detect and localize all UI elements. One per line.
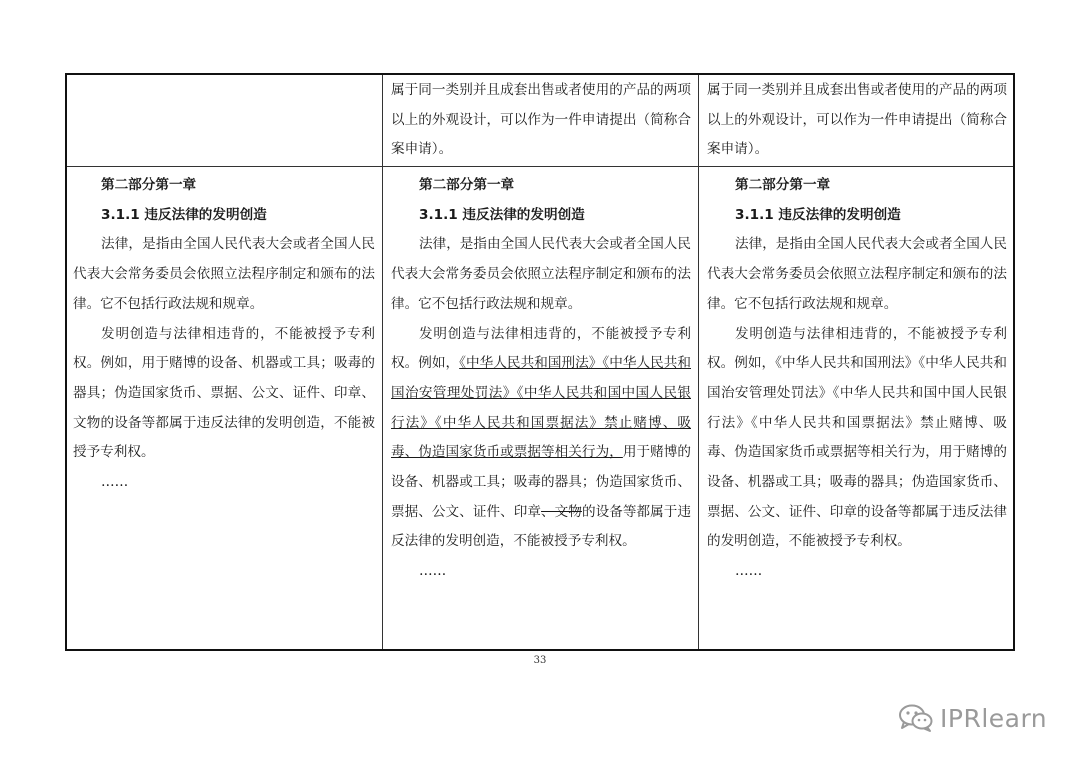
text-segment: 发明创造与法律相违背的，不能被授予专利权。例如， [391,325,691,372]
paragraph-law-definition: 法律，是指由全国人民代表大会或者全国人民代表大会常务委员会依照立法程序制定和颁布的法律。它不包括行政法规和规章。 [707,236,1007,312]
ellipsis: …… [101,474,129,491]
main-cell-col2 [391,171,691,587]
paragraph-illegal-inventions: 发明创造与法律相违背的，不能被授予专利权。例如，用于赌博的设备、机器或工具；吸毒的器具；伪造国家货币、票据、公文、证件、印章、文物的设备等都属于违反法律的发明创造，不能被授予专利权。 [73,325,375,461]
comparison-table [65,73,1015,651]
main-cell-col1 [73,171,375,498]
chapter-heading: 第二部分第一章 [101,177,197,193]
paragraph-illegal-inventions: 发明创造与法律相违背的，不能被授予专利权。例如，《中华人民共和国刑法》《中华人民共和国治安管理处罚法》《中华人民共和国中国人民银行法》《中华人民共和国票据法》禁止赌博、吸毒、伪造国家货币或票据等相关行为，用于赌博的设备、机器或工具；吸毒的器具；伪造国家货币、票据、公文、证件、印章的设备等都属于违反法律的发明创造，不能被授予专利权。 [707,325,1007,550]
inserted-text: 《中华人民共和国刑法》《中华人民共和国治安管理处罚法》《中华人民共和国中国人民银行法》《中华人民共和国票据法》禁止赌博、吸毒、伪造国家货币或票据等相关行为， [391,355,691,461]
section-heading: 3.1.1 违反法律的发明创造 [101,206,267,223]
paragraph-illegal-inventions [391,320,691,558]
section-heading: 3.1.1 违反法律的发明创造 [419,206,585,223]
section-heading: 3.1.1 违反法律的发明创造 [735,206,901,223]
chapter-heading: 第二部分第一章 [419,177,515,193]
ellipsis: …… [735,563,763,580]
column-divider [698,75,699,649]
main-cell-col3 [707,171,1007,587]
deleted-text: 、文物 [541,503,582,520]
text-segment: 的设备等都属于违反法律的发明创造，不能被授予专利权。 [391,503,692,550]
paragraph-law-definition: 法律，是指由全国人民代表大会或者全国人民代表大会常务委员会依照立法程序制定和颁布的法律。它不包括行政法规和规章。 [391,236,691,312]
watermark-text: IPRlearn [940,703,1048,733]
text-segment: 用于赌博的设备、机器或工具；吸毒的器具；伪造国家货币、票据、公文、证件、印章 [391,444,692,520]
page-number: 33 [533,655,547,666]
chapter-heading: 第二部分第一章 [735,177,831,193]
top-cell-text: 属于同一类别并且成套出售或者使用的产品的两项以上的外观设计，可以作为一件申请提出（简称合案申请）。 [391,82,691,158]
paragraph-law-definition: 法律，是指由全国人民代表大会或者全国人民代表大会常务委员会依照立法程序制定和颁布的法律。它不包括行政法规和规章。 [73,236,375,312]
top-cell-col3 [707,76,1007,165]
watermark [898,700,1047,736]
top-cell-col2 [391,76,691,165]
column-divider [382,75,383,649]
row-divider [67,166,1013,167]
top-cell-text: 属于同一类别并且成套出售或者使用的产品的两项以上的外观设计，可以作为一件申请提出（简称合案申请）。 [707,82,1007,158]
ellipsis: …… [419,563,447,580]
wechat-icon [898,703,934,733]
